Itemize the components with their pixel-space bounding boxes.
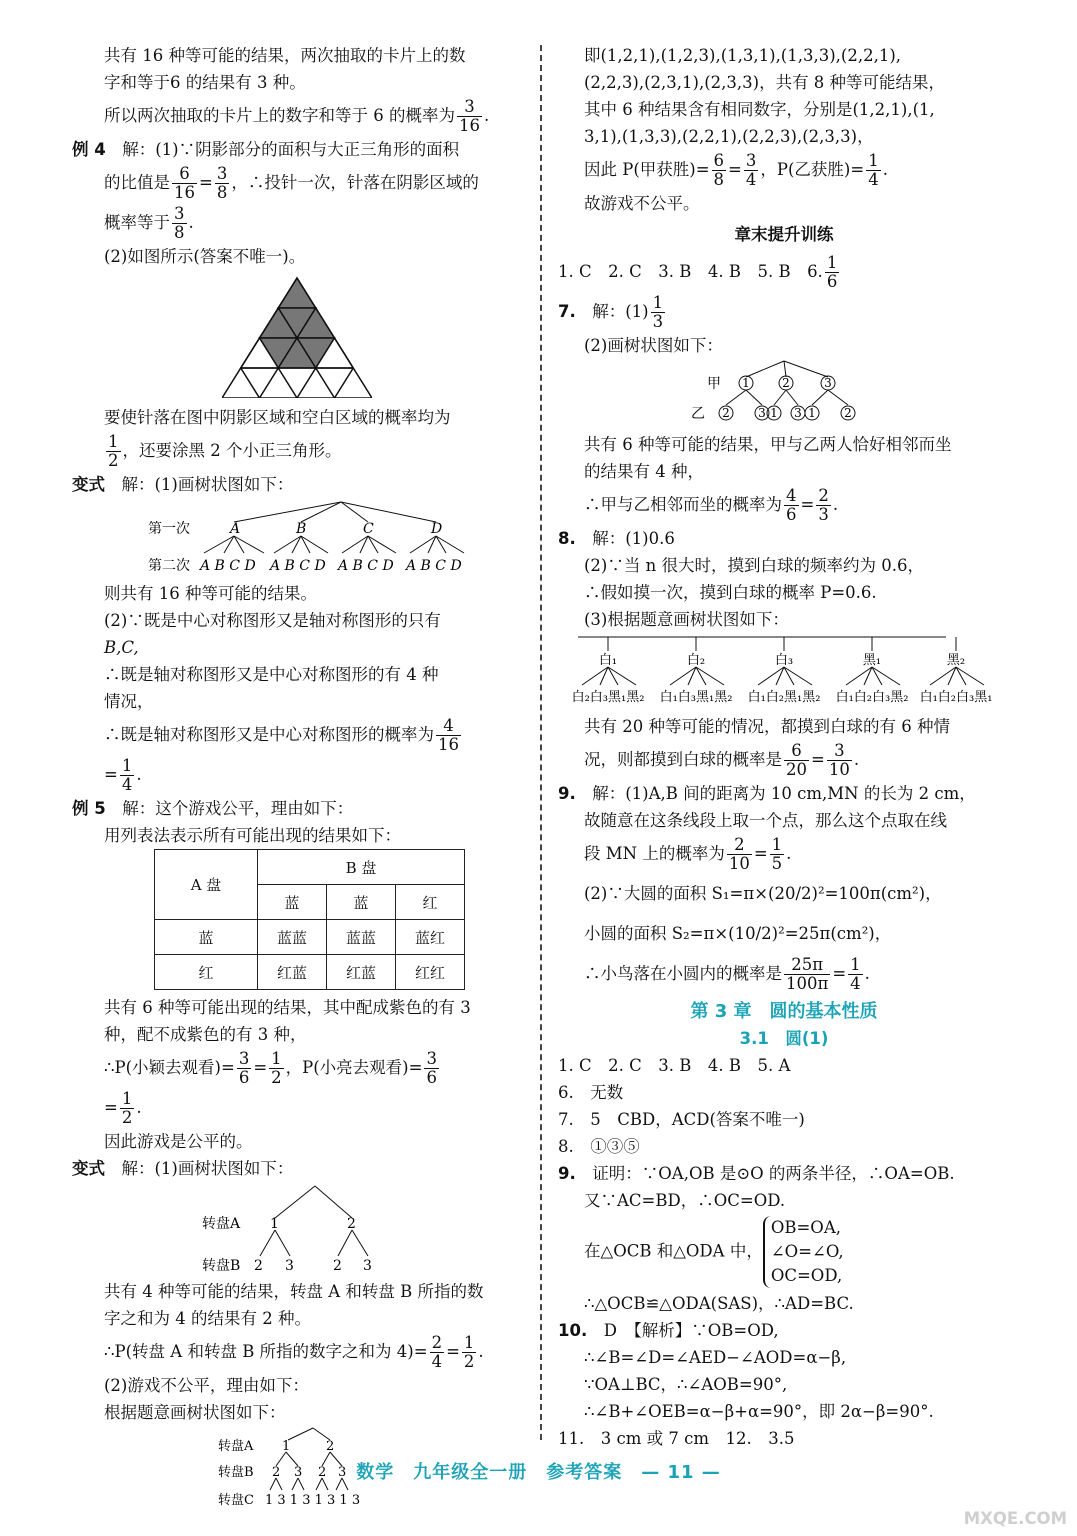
svg-text:白₂: 白₂ <box>686 653 706 668</box>
svg-text:白₁白₃黑₁黑₂: 白₁白₃黑₁黑₂ <box>659 690 733 705</box>
svg-text:2: 2 <box>318 1465 327 1480</box>
svg-text:转盘C: 转盘C <box>218 1493 254 1508</box>
svg-text:A B C D: A B C D <box>338 558 394 574</box>
svg-text:3: 3 <box>363 1258 372 1274</box>
svg-text:3: 3 <box>285 1258 294 1274</box>
fraction: $\frac{3}{16}$ <box>459 97 480 135</box>
column-divider <box>540 45 542 1440</box>
svg-text:A B C D: A B C D <box>406 558 462 574</box>
tree-row-label: 第二次 <box>148 558 190 574</box>
svg-text:1: 1 <box>742 376 750 390</box>
svg-text:2: 2 <box>844 406 852 420</box>
svg-text:白₁白₂白₃黑₁: 白₁白₂白₃黑₁ <box>919 690 993 705</box>
tree-row-label: 第一次 <box>148 521 190 537</box>
svg-text:白₂白₃黑₁黑₂: 白₂白₃黑₁黑₂ <box>571 690 645 705</box>
svg-text:转盘A: 转盘A <box>202 1216 241 1232</box>
svg-text:3: 3 <box>824 376 832 390</box>
chapter-title: 第 3 章 圆的基本性质 <box>690 1001 878 1022</box>
example-5: 例 5 解：这个游戏公平，理由如下： <box>72 799 354 818</box>
svg-text:白₁: 白₁ <box>598 653 618 668</box>
result-table: A 盘 B 盘 蓝 蓝 红 蓝 蓝蓝 蓝蓝 蓝红 红 红蓝 红蓝 红红 <box>154 849 465 990</box>
svg-text:2: 2 <box>326 1439 335 1454</box>
svg-text:1 3 1 3 1 3 1 3: 1 3 1 3 1 3 1 3 <box>265 1493 361 1508</box>
svg-text:2: 2 <box>722 406 730 420</box>
svg-text:甲: 甲 <box>707 376 721 392</box>
svg-text:3: 3 <box>294 1465 303 1480</box>
tree-diagram-1 <box>72 498 522 580</box>
triangle-diagram <box>222 276 372 398</box>
svg-text:1: 1 <box>270 1216 279 1232</box>
svg-text:2: 2 <box>254 1258 263 1274</box>
svg-text:白₃: 白₃ <box>774 653 794 668</box>
tree-diagram-5 <box>558 633 1010 713</box>
svg-text:B: B <box>296 521 307 537</box>
svg-text:A: A <box>230 521 241 537</box>
equation-system: OB=OA, ∠O=∠O, OC=OD, <box>763 1216 844 1288</box>
svg-text:黑₁: 黑₁ <box>862 653 882 668</box>
svg-text:白₁白₂黑₁黑₂: 白₁白₂黑₁黑₂ <box>747 690 821 705</box>
svg-text:1: 1 <box>770 406 778 420</box>
tree-diagram-2 <box>72 1182 522 1278</box>
triangle-figure <box>72 270 522 404</box>
text-line: 字和等于6 的结果有 3 种。 <box>104 73 306 92</box>
svg-text:D: D <box>431 521 443 537</box>
text-line: 共有 16 种等可能的结果，两次抽取的卡片上的数 <box>104 46 466 65</box>
svg-text:3: 3 <box>338 1465 347 1480</box>
example-4: 例 4 解：(1)∵阴影部分的面积与大正三角形的面积 <box>72 140 460 159</box>
svg-text:3: 3 <box>794 406 802 420</box>
right-column: 即(1,2,1),(1,2,3),(1,3,1),(1,3,3),(2,2,1), (2,2,3),(2,3,1),(2,3,3)，共有 8 种等可能结果， 其中 6 种结果含有相同数字，分别是(1,2,1),(1, 3,1),(1,3,3),(2,2,1),(2,2,3),(2,3,3)， 因此 P(甲获胜)= $\frac{6}{8}$ = $\frac{3}{4}$ ，P(乙获胜)= $\frac{1}{4}$ . 故游戏不公平。 章末提升训练 1. C 2. C 3. B 4. B 5. B 6. $\frac{1}{6}$ 7. 解：(1) $\frac{1}{3}$ (2)画树状图如下： 甲 1 2 3 乙 2 3 1 3 1 2 共有 6 种等可能的结果，甲与乙两人恰好相邻而坐 的结果有 4 种， ∴甲与乙相邻而坐的概率为 $\frac{4}{6}$ = $\frac{2}{3}$ . 8. 解：(1)0.6 (2)∵当 n 很大时，摸到白球的频率约为 0.6， ∴假如摸一次，摸到白球的概率 P=0.6. (3)根据题意画树状图如下： 白₁ 白₂ 白₃ 黑₁ 黑₂ 白₂白₃黑₁黑₂ 白₁白₃黑₁黑₂ 白₁白₂黑₁黑₂ 白₁白₂白₃黑₂ 白₁白₂白₃黑₁ 共有 20 种等可能的情况，都摸到白球的有 6 种情 况，则都摸到白球的概率是 $\frac{6}{20}$ = $\frac{3}{10}$ . 9. 解：(1)A,B 间的距离为 10 cm,MN 的长为 2 cm， 故随意在这条线段上取一个点，那么这个点取在线 段 MN 上的概率为 $\frac{2}{10}$ = $\frac{1}{5}$ . (2)∵大圆的面积 S₁=π×(20/2)²=100π(cm²)， 小圆的面积 S₂=π×(10/2)²=25π(cm²)， ∴小鸟落在小圆内的概率是 $\frac{25\pi}{100\pi}$ = $\frac{1}{4}$ . 第 3 章 圆的基本性质 3.1 圆(1) 1. C 2. C 3. B 4. B 5. A 6. 无数 7. 5 CBD，ACD(答案不唯一) 8. ①③⑤ 9. 证明：∵OA,OB 是⊙O 的两条半径，∴OA=OB. 又∵AC=BD，∴OC=OD. 在△OCB 和△ODA 中， OB=OA, ∠O=∠O, OC=OD, ∴△OCB≌△ODA(SAS)，∴AD=BC. 10. D 【解析】∵OB=OD, ∴∠B=∠D=∠AED−∠AOD=α−β, ∵OA⊥BC，∴∠AOB=90°, ∴∠B+∠OEB=α−β+α=90°，即 2α−β=90°. 11. 3 cm 或 7 cm 12. 3.5 <box>558 42 1010 1452</box>
svg-text:转盘B: 转盘B <box>218 1465 254 1480</box>
svg-text:白₁白₂白₃黑₂: 白₁白₂白₃黑₂ <box>835 690 909 705</box>
svg-text:3: 3 <box>758 406 766 420</box>
svg-text:转盘B: 转盘B <box>202 1258 241 1274</box>
section-title: 章末提升训练 <box>734 225 834 244</box>
svg-text:2: 2 <box>333 1258 342 1274</box>
svg-text:A B C D: A B C D <box>270 558 326 574</box>
svg-text:A B C D: A B C D <box>200 558 256 574</box>
svg-text:转盘A: 转盘A <box>218 1439 254 1454</box>
svg-text:1: 1 <box>808 406 816 420</box>
svg-text:2: 2 <box>347 1216 356 1232</box>
tree-diagram-4 <box>558 359 1010 431</box>
watermark: MXQE.COM <box>963 1509 1067 1528</box>
text-line: 所以两次抽取的卡片上的数字和等于 6 的概率为 $\frac{3}{16}$ . <box>104 97 490 135</box>
svg-text:乙: 乙 <box>691 406 705 422</box>
page-footer: 数学 九年级全一册 参考答案 — 11 — <box>356 1462 721 1483</box>
svg-text:黑₂: 黑₂ <box>946 653 966 668</box>
left-column: 共有 16 种等可能的结果，两次抽取的卡片上的数 字和等于6 的结果有 3 种。 所以两次抽取的卡片上的数字和等于 6 的概率为 $\frac{3}{16}$ . 例 4 解：(1)∵阴影部分的面积与大正三角形的面积 的比值是 $\frac{6}{16}$ = $\frac{3}{8}$ ，∴投针一次，针落在阴影区域的 概率等于 $\frac{3}{8}$ . (2)如图所示(答案不唯一)。 要使针落在图中阴影区域和空白区域的概率均为 $\frac{1}{2}$ ，还要涂黑 2 个小正三角形。 变式 解：(1)画树状图如下： 第一次 A B C D 第二次 A B C D A B C D A B C D A B C D 则共有 16 种等可能的结果。 (2)∵既是中心对称图形又是轴对称图形的只有 B,C, ∴既是轴对称图形又是中心对称图形的有 4 种 情况， ∴既是轴对称图形又是中心对称图形的概率为 $\frac{4}{16}$ = $\frac{1}{4}$ . 例 5 解：这个游戏公平，理由如下： 用列表法表示所有可能出现的结果如下： A 盘 B 盘 蓝 蓝 红 蓝 蓝蓝 蓝蓝 蓝红 红 红蓝 红蓝 红红 共有 6 种等可能出现的结果，其中配成紫色的有 3 种，配不成紫色的有 3 种， ∴P(小颖去观看)= $\frac{3}{6}$ = $\frac{1}{2}$ ，P(小亮去观看)= $\frac{3}{6}$ = $\frac{1}{2}$ . 因此游戏是公平的。 变式 解：(1)画树状图如下： 转盘A 1 2 转盘B 2 3 2 3 共有 4 种等可能的结果，转盘 A 和转盘 B 所指的数 字之和为 4 的结果有 2 种。 ∴P(转盘 A 和转盘 B 所指的数字之和为 4)= $\frac{2}{4}$ = $\frac{1}{2}$ . (2)游戏不公平，理由如下： 根据题意画树状图如下： 转盘A 1 2 转盘B 2 3 2 3 转盘C 1 3 1 3 1 3 1 3 <box>72 42 522 1514</box>
svg-text:2: 2 <box>272 1465 281 1480</box>
svg-text:C: C <box>363 521 374 537</box>
svg-text:1: 1 <box>282 1439 291 1454</box>
svg-text:2: 2 <box>782 376 790 390</box>
section-subtitle: 3.1 圆(1) <box>739 1029 829 1048</box>
